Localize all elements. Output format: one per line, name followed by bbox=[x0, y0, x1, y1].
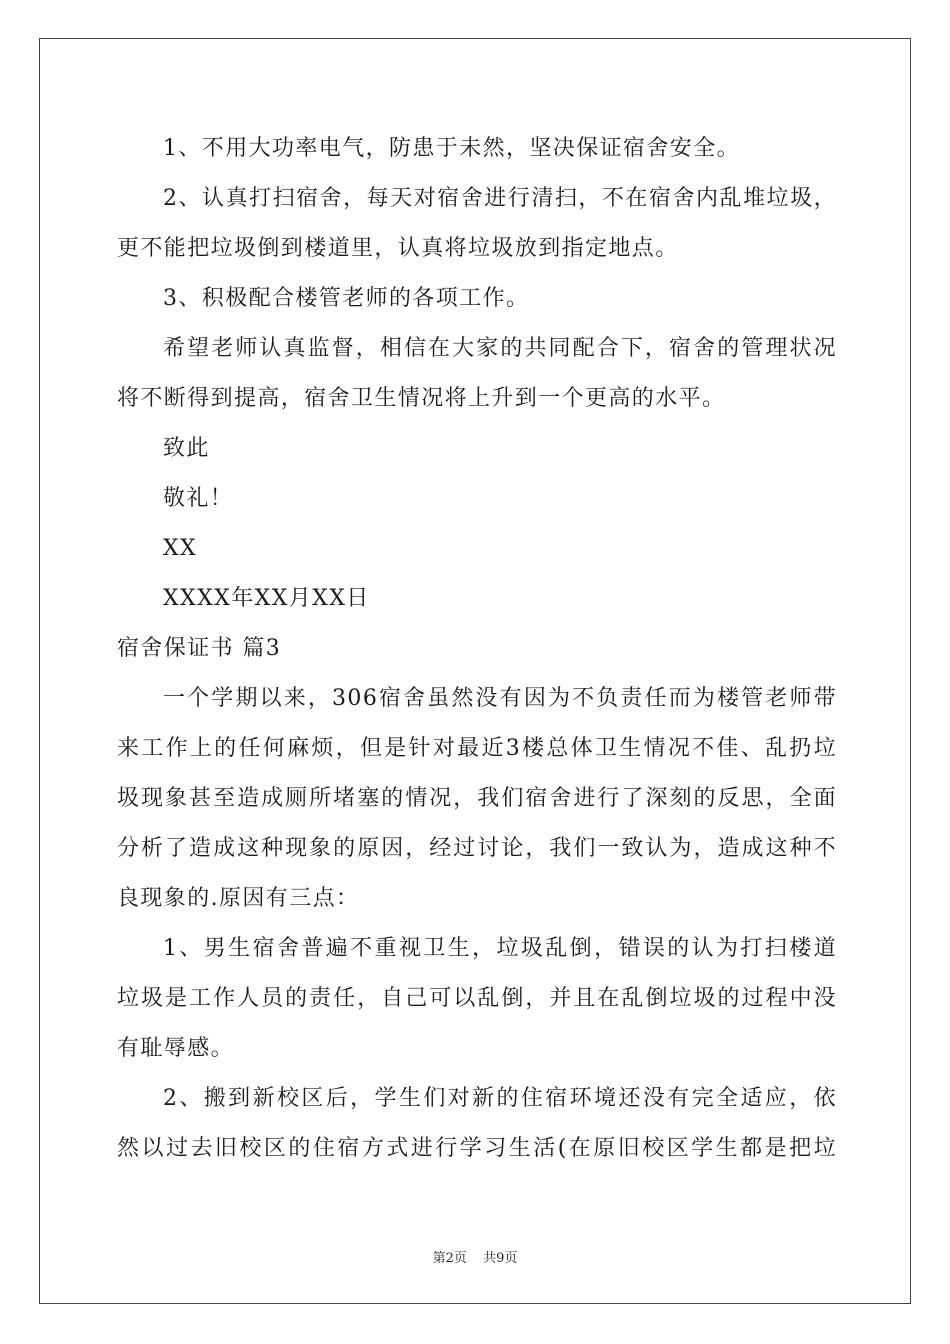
page-number: 第2页 bbox=[432, 1251, 467, 1266]
text-line: 然以过去旧校区的住宿方式进行学习生活(在原旧校区学生都是把垃 bbox=[117, 1136, 837, 1161]
text-line: 一个学期以来，306宿舍虽然没有因为不负责任而为楼管老师带 bbox=[163, 686, 837, 711]
text-line: 希望老师认真监督，相信在大家的共同配合下，宿舍的管理状况 bbox=[163, 336, 837, 361]
text-line: 宿舍保证书 篇3 bbox=[117, 636, 282, 661]
text-line: 1、男生宿舍普遍不重视卫生，垃圾乱倒，错误的认为打扫楼道 bbox=[163, 936, 837, 961]
page-footer bbox=[0, 1247, 950, 1266]
text-line: 圾现象甚至造成厕所堵塞的情况，我们宿舍进行了深刻的反思，全面 bbox=[117, 786, 837, 811]
text-line: 更不能把垃圾倒到楼道里，认真将垃圾放到指定地点。 bbox=[117, 236, 679, 261]
text-line: 2、认真打扫宿舍，每天对宿舍进行清扫，不在宿舍内乱堆垃圾， bbox=[163, 186, 837, 211]
text-line: XXXX年XX月XX日 bbox=[163, 586, 370, 611]
page-total: 共9页 bbox=[483, 1251, 518, 1266]
text-line: 2、搬到新校区后，学生们对新的住宿环境还没有完全适应，依 bbox=[163, 1086, 837, 1111]
text-line: 致此 bbox=[163, 436, 210, 461]
text-line: 良现象的.原因有三点： bbox=[117, 886, 360, 911]
text-line: 有耻辱感。 bbox=[117, 1036, 235, 1061]
text-line: 分析了造成这种现象的原因，经过讨论，我们一致认为，造成这种不 bbox=[117, 836, 837, 861]
text-line: 3、积极配合楼管老师的各项工作。 bbox=[163, 286, 530, 311]
text-line: 来工作上的任何麻烦，但是针对最近3楼总体卫生情况不佳、乱扔垃 bbox=[117, 736, 837, 761]
text-line: 将不断得到提高，宿舍卫生情况将上升到一个更高的水平。 bbox=[117, 386, 726, 411]
text-line: 垃圾是工作人员的责任，自己可以乱倒，并且在乱倒垃圾的过程中没 bbox=[117, 986, 837, 1011]
text-line: 1、不用大功率电气，防患于未然，坚决保证宿舍安全。 bbox=[163, 136, 740, 161]
text-line: XX bbox=[163, 536, 198, 561]
text-line: 敬礼！ bbox=[163, 486, 234, 511]
document-body bbox=[117, 124, 837, 1174]
